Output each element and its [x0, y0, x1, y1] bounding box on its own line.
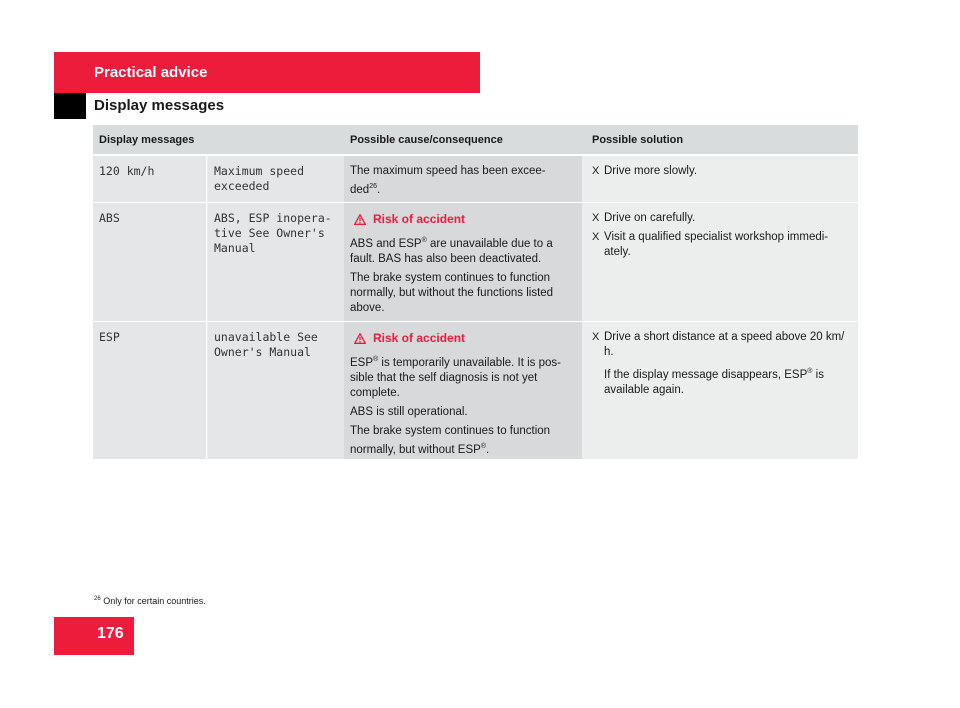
- registered-mark: ®: [373, 356, 379, 363]
- solution-cell: [582, 322, 858, 459]
- risk-warning: [354, 331, 576, 346]
- table-header: [93, 125, 858, 156]
- cause-text: are unavailable due to a fault. BAS has also been deactivated.: [350, 237, 553, 265]
- bullet-icon: X: [592, 231, 600, 243]
- solution-cell: [582, 156, 858, 202]
- registered-mark: ®: [480, 442, 486, 450]
- cause-text: ABS is still operational.: [350, 405, 468, 418]
- solution-text: Drive on carefully.: [604, 212, 696, 224]
- page-number-box: [54, 617, 134, 655]
- cause-text: The brake system continues to function normally, but without the functions listed above.: [350, 271, 554, 314]
- display-text-2: Maximum speed exceeded: [208, 156, 344, 202]
- solution-cell: [582, 203, 858, 321]
- cause-text: ABS and ESP: [350, 237, 422, 250]
- display-messages-table: [93, 125, 858, 460]
- registered-mark: ®: [421, 237, 427, 244]
- col-header-display-messages: Display messages: [99, 134, 195, 146]
- solution-text: Drive more slowly.: [604, 165, 698, 177]
- section-title: Practical advice: [94, 64, 208, 81]
- cause-period: .: [486, 443, 490, 456]
- bullet-icon: X: [592, 331, 600, 343]
- solution-text: is available again.: [604, 368, 824, 396]
- display-text-1: ABS: [93, 203, 207, 321]
- page-number: 176: [97, 625, 124, 642]
- table-row: [93, 156, 858, 203]
- col-header-cause: Possible cause/consequence: [350, 134, 503, 146]
- solution-text: Visit a qualified specialist workshop immedi- ately.: [604, 231, 829, 258]
- risk-label: Risk of accident: [373, 331, 466, 345]
- warning-triangle-icon: [354, 214, 366, 225]
- cause-cell: [344, 322, 582, 459]
- footnote-text: Only for certain countries.: [103, 596, 206, 606]
- section-header-bar: [54, 52, 480, 93]
- solution-text: If the display message disappears, ESP: [604, 368, 808, 381]
- cause-text: ESP: [350, 356, 374, 369]
- bullet-icon: X: [592, 165, 600, 177]
- risk-label: Risk of accident: [373, 212, 466, 226]
- display-text-1: ESP: [93, 322, 207, 459]
- cause-cell: [344, 203, 582, 321]
- cause-text: The maximum speed has been excee- ded: [350, 165, 546, 196]
- footnote-number: 26: [94, 596, 101, 602]
- cause-text: is temporarily unavailable. It is pos- sible that the self diagnosis is not yet complete.: [350, 356, 561, 399]
- col-header-solution: Possible solution: [592, 134, 684, 146]
- footnote: [94, 596, 206, 606]
- display-text-2: ABS, ESP inopera- tive See Owner's Manual: [208, 203, 344, 321]
- table-row: [93, 322, 858, 460]
- display-text-2: unavailable See Owner's Manual: [208, 322, 344, 459]
- cause-text: The brake system continues to function normally, but without ESP: [350, 424, 551, 456]
- display-text-1: 120 km/h: [93, 156, 207, 202]
- cause-cell: [344, 156, 582, 202]
- page-subtitle: Display messages: [94, 97, 225, 114]
- table-row: [93, 203, 858, 322]
- risk-warning: [354, 212, 576, 227]
- footnote-ref: 26: [369, 183, 377, 190]
- bullet-icon: X: [592, 212, 600, 224]
- cause-period: .: [376, 183, 381, 196]
- header-marker: [54, 93, 86, 119]
- registered-mark: ®: [807, 368, 813, 375]
- warning-triangle-icon: [354, 333, 366, 344]
- solution-text: Drive a short distance at a speed above 20 km/ h.: [604, 331, 845, 358]
